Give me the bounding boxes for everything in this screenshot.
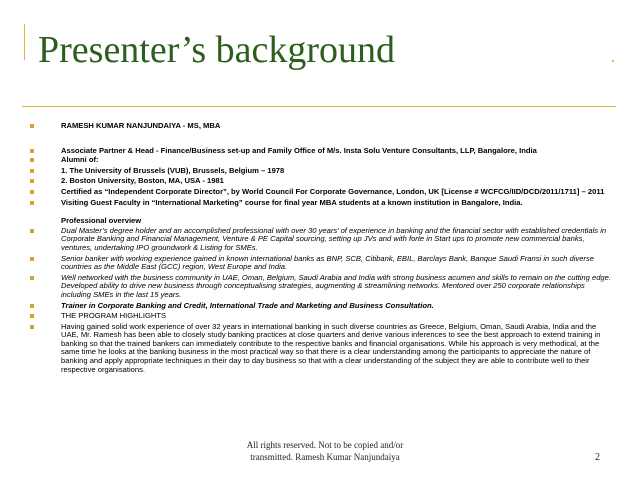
list-item [30,188,616,197]
heading-text: Professional overview [61,216,142,226]
list-item [30,122,616,131]
list-item [30,147,616,156]
list-item [30,323,616,375]
bullet-square-icon [30,325,34,329]
bullet-square-icon [30,124,34,128]
footer-copyright [210,439,440,463]
bullet-square-icon [30,201,34,205]
item-text: Certified as “Independent Corporate Director”, by World Council For Corporate Governance, London, UK [License # WCFCG/IID/DCD/2011/1711] – 2011 [61,186,605,196]
item-text: 2. Boston University, Boston, MA, USA - 1981 [61,176,224,186]
bullet-square-icon [30,257,34,261]
bullet-square-icon [30,149,34,153]
list-item [30,227,616,253]
list-item [30,312,616,321]
title-underline [22,106,616,107]
item-text: Having gained solid work experience of over 32 years in international banking in such diverse countries as Greece, Belgium, Oman, Saudi Arabia, India and the UAE, Mr. Ramesh has been able to closely study banking practices at close quarters and derive various inferences to see the best approach to extend training in banking so that the trained bankers can immediately contribute to the respective banks and financial organisations. While his approach is very methodical, at the same time he looks at the banking business in the most practical way so that there is a clear understanding among the participants to appreciate the nature of banking and apply appropriate techniques in their day to day business so that with a clear understanding of the subject they are able to contribute well to their respective organisations. [61,321,601,374]
item-text: THE PROGRAM HIGHLIGHTS [61,311,167,321]
decorative-dot [612,60,614,62]
slide-title: Presenter’s background [38,29,396,71]
bullet-square-icon [30,314,34,318]
item-text: Alumni of: [61,155,99,165]
bullet-square-icon [30,190,34,194]
footer-line-1: All rights reserved. Not to be copied and/or [246,440,404,450]
item-text: Senior banker with working experience gained in known international banks as BNP, SCB, Citibank, EBIL, Barclays Bank, Banque Saudi Fransi in such diverse countries as the Middle East (GCC) region, West Europe and India. [61,253,594,272]
item-text: Associate Partner & Head - Finance/Business set-up and Family Office of M/s. Insta Solu Venture Consultants, LLP, Bangalore, India [61,145,537,155]
bullet-square-icon [30,276,34,280]
item-text: Dual Master’s degree holder and an accomplished professional with over 30 years’ of experience in banking and the financial sector with established credentials in Corporate Banking and Financial Management, Venture & PE Capital sourcing, setting up JVs and with forte in Start ups to promote new commercial banks, ventures, undertaking IPO groundwork & Listing for SMEs. [61,225,607,252]
item-text: RAMESH KUMAR NANJUNDAIYA - MS, MBA [61,121,221,130]
list-item [30,199,616,208]
item-text: 1. The University of Brussels (VUB), Brussels, Belgium – 1978 [61,165,285,175]
list-item [30,274,616,300]
bullet-square-icon [30,179,34,183]
bullet-square-icon [30,169,34,173]
list-item [30,156,616,165]
bullet-square-icon [30,158,34,162]
section-heading [30,217,616,226]
title-accent-line [24,24,25,60]
item-text: Well networked with the business community in UAE, Oman, Belgium, Saudi Arabia and India with strong business acumen and skills to remain on the cutting edge. Developed ability to drive new business through conceptualising strategies, augmenting & streamlining networks. Mentored over 250 corporate relationships including SMEs in the last 15 years. [61,272,611,299]
list-item [30,255,616,272]
footer-line-2: transmitted. Ramesh Kumar Nanjundaiya [250,452,400,462]
bullet-list [30,122,616,374]
list-item [30,302,616,311]
page-number: 2 [595,452,600,463]
item-text: Trainer in Corporate Banking and Credit, International Trade and Marketing and Business Consultation. [61,300,434,310]
bullet-square-icon [30,304,34,308]
list-item [30,167,616,176]
list-item [30,177,616,186]
bullet-square-icon [30,229,34,233]
item-text: Visiting Guest Faculty in “International Marketing” course for final year MBA students at a known institution in Bangalore, India. [61,197,523,207]
